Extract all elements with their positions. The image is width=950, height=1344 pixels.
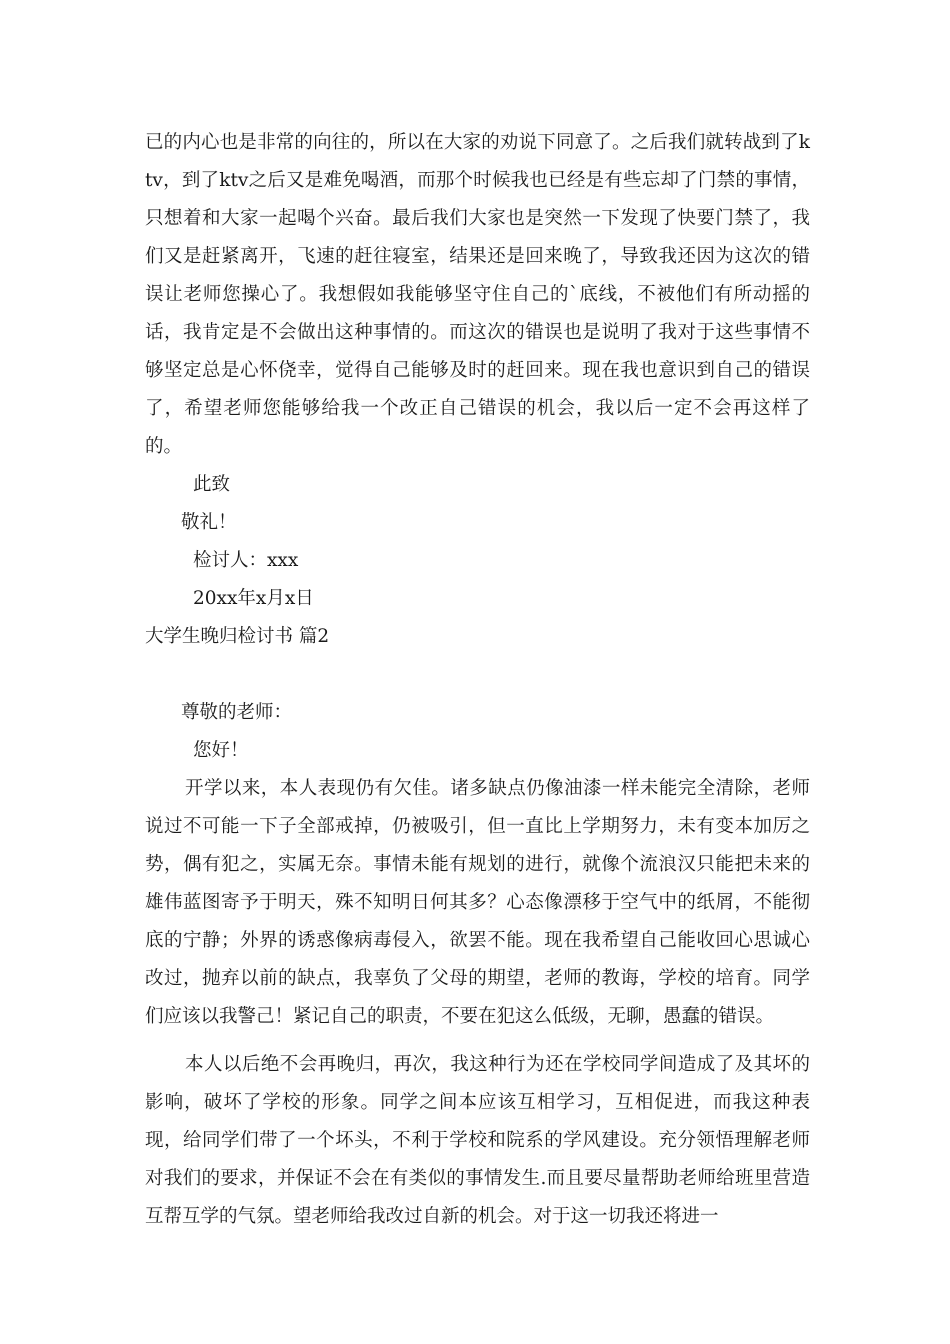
signer-line: 检讨人：xxx xyxy=(193,550,299,571)
body-paragraph-2: 本人以后绝不会再晚归，再次，我这种行为还在学校同学间造成了及其坏的影响，破坏了学校的形象。同学之间本应该互相学习，互相促进，而我这种表现，给同学们带了一个坏头，不利于学校和院系的学风建设。充分领悟理解老师对我们的要求，并保证不会在有类似的事情发生.而且要尽量帮助老师给班里营造互帮互学的气氛。望老师给我改过自新的机会。对于这一切我还将进一 xyxy=(145,1054,810,1227)
continued-paragraph: 已的内心也是非常的向往的，所以在大家的劝说下同意了。之后我们就转战到了ktv，到了ktv之后又是难免喝酒，而那个时候我也已经是有些忘却了门禁的事情，只想着和大家一起喝个兴奋。最后我们大家也是突然一下发现了快要门禁了，我们又是赶紧离开，飞速的赶往寝室，结果还是回来晚了，导致我还因为这次的错误让老师您操心了。我想假如我能够坚守住自己的`底线，不被他们有所动摇的话，我肯定是不会做出这种事情的。而这次的错误也是说明了我对于这些事情不够坚定总是心怀侥幸，觉得自己能够及时的赶回来。现在我也意识到自己的错误了，希望老师您能够给我一个改正自己错误的机会，我以后一定不会再这样了的。 xyxy=(145,132,810,457)
salutation: 尊敬的老师： xyxy=(181,702,293,723)
document-body xyxy=(145,124,810,1236)
closing-line-2: 敬礼！ xyxy=(181,512,237,533)
greeting: 您好！ xyxy=(193,740,249,761)
closing-line-1: 此致 xyxy=(193,474,231,495)
blank-line xyxy=(145,656,810,694)
section-title: 大学生晚归检讨书 篇2 xyxy=(145,626,330,647)
paragraph-gap xyxy=(145,1036,810,1046)
body-paragraph-1: 开学以来，本人表现仍有欠佳。诸多缺点仍像油漆一样未能完全清除，老师说过不可能一下子全部戒掉，仍被吸引，但一直比上学期努力，未有变本加厉之势，偶有犯之，实属无奈。事情未能有规划的进行，就像个流浪汉只能把未来的雄伟蓝图寄予于明天，殊不知明日何其多？心态像漂移于空气中的纸屑，不能彻底的宁静；外界的诱惑像病毒侵入，欲罢不能。现在我希望自己能收回心思诚心改过，抛弃以前的缺点，我辜负了父母的期望，老师的教诲，学校的培育。同学们应该以我警己！紧记自己的职责，不要在犯这么低级，无聊，愚蠢的错误。 xyxy=(145,778,810,1027)
date-line: 20xx年x月x日 xyxy=(193,588,314,609)
